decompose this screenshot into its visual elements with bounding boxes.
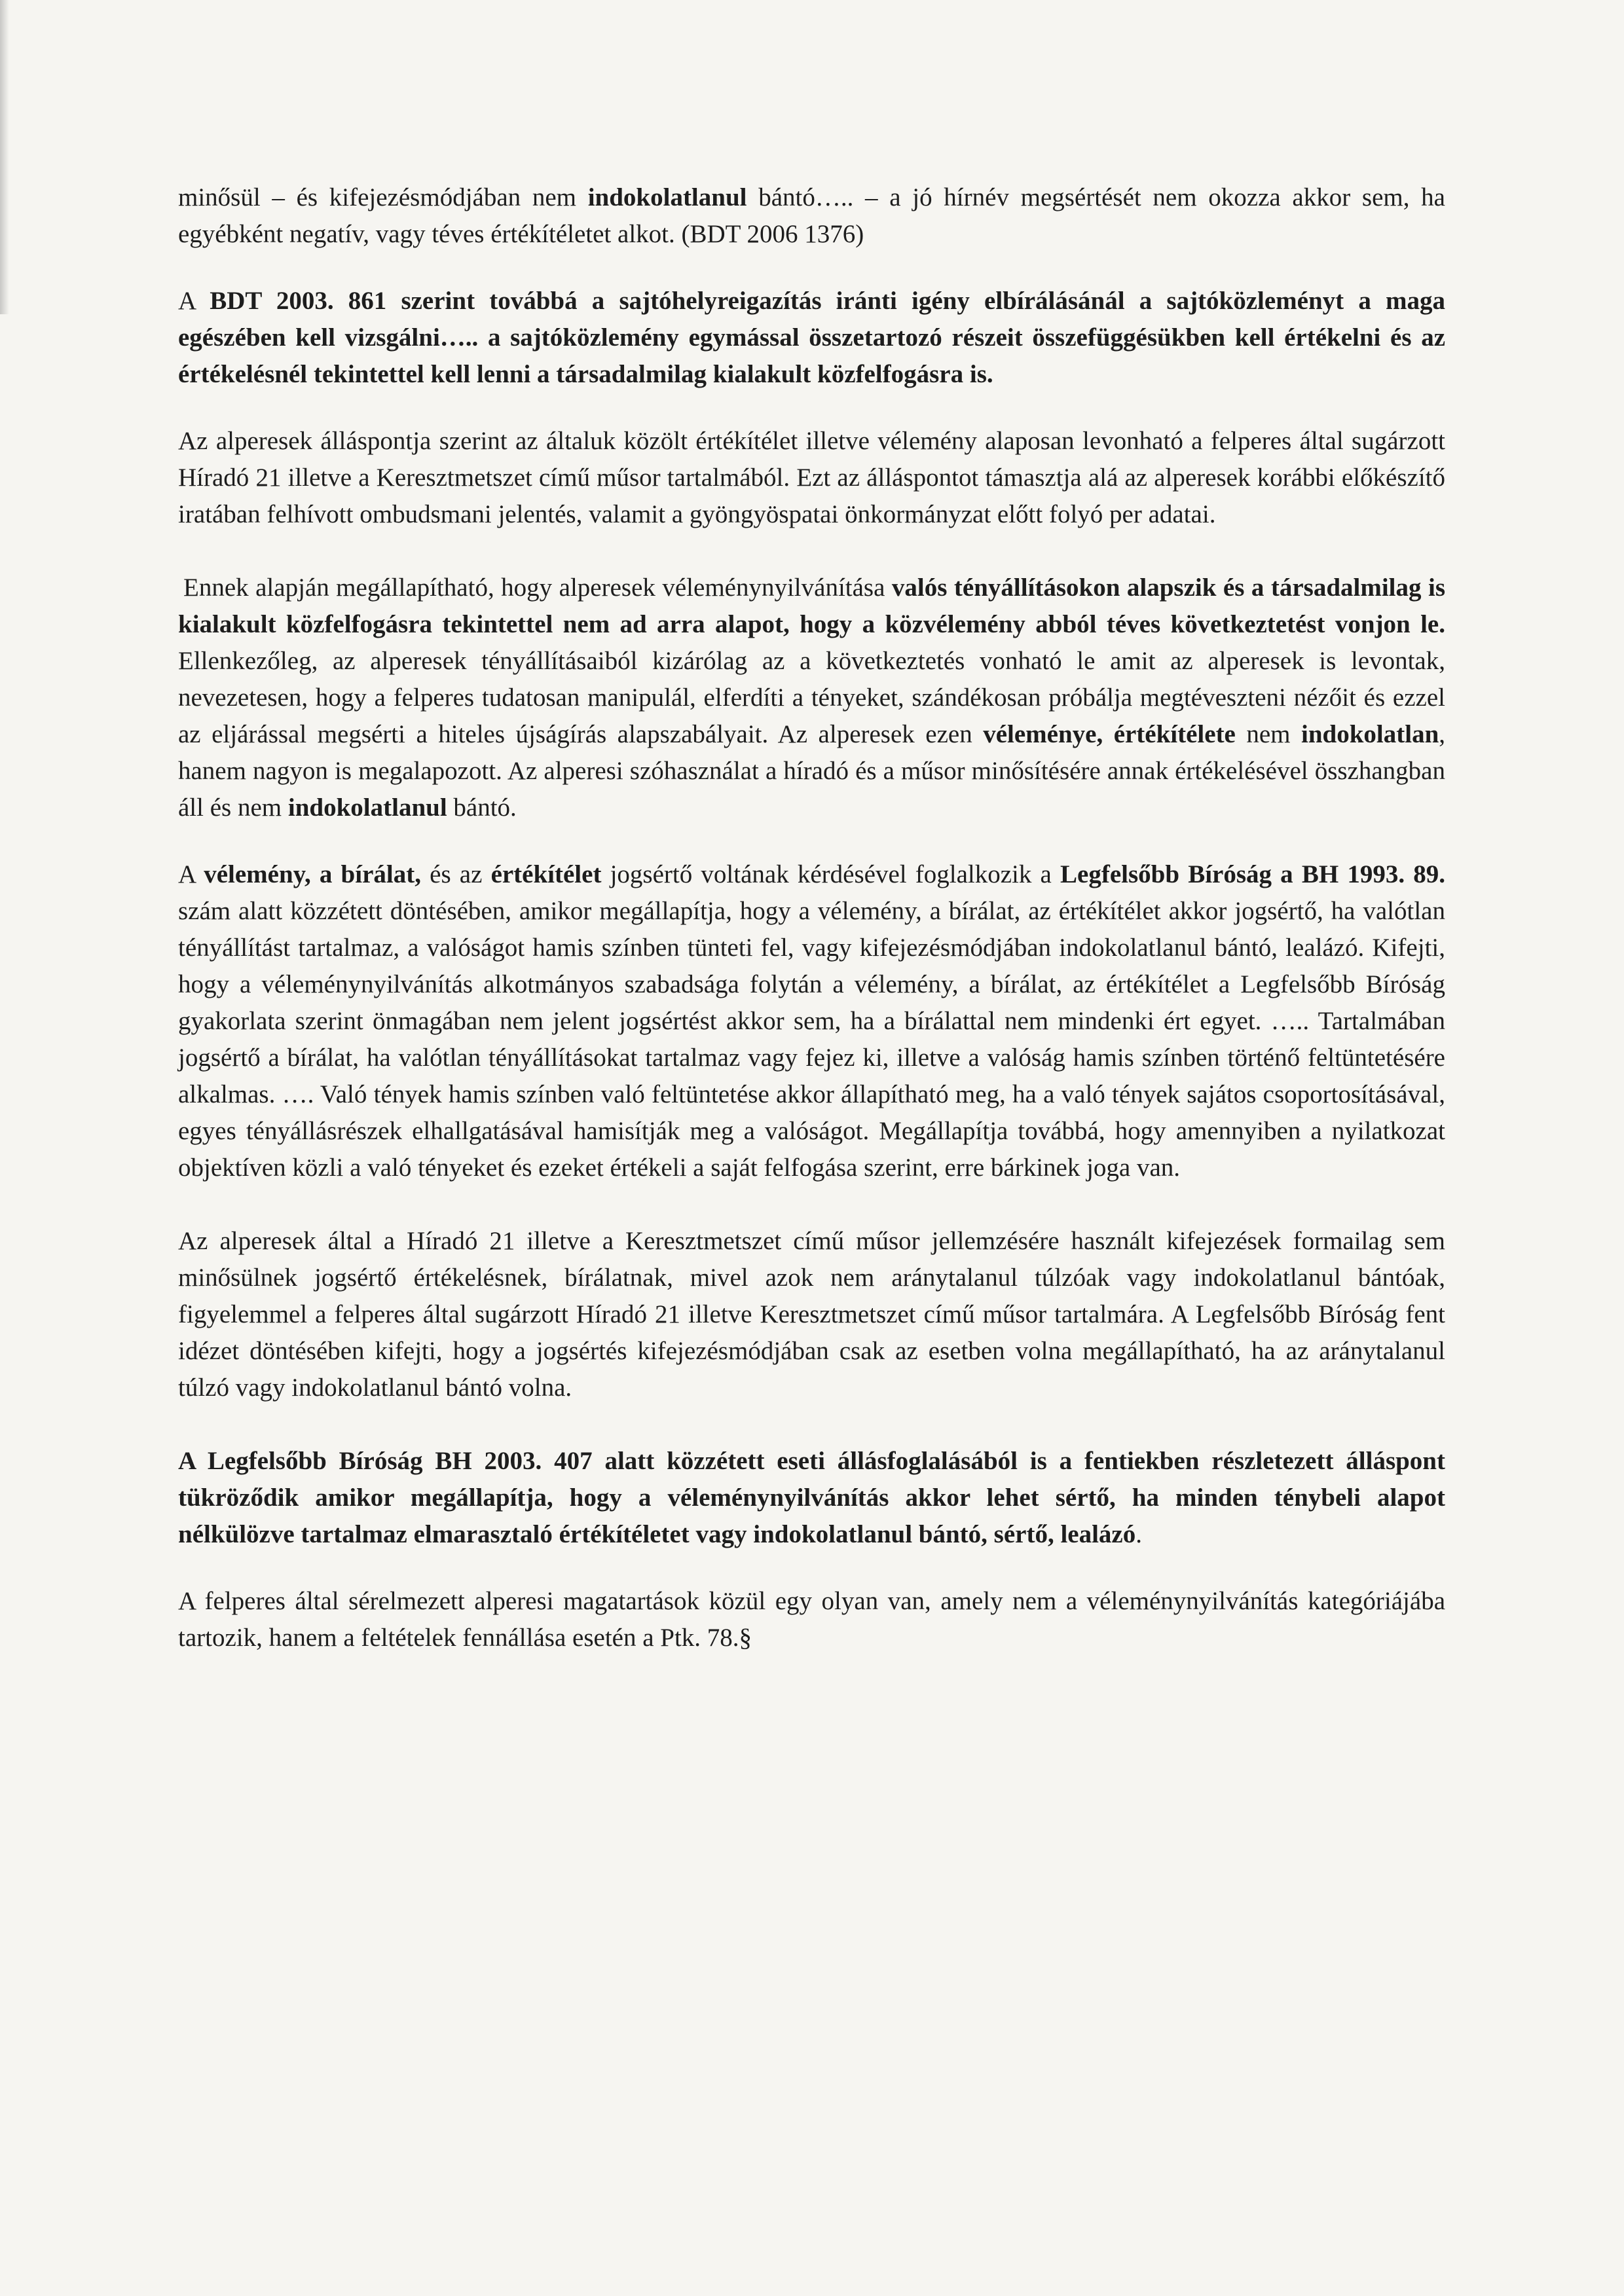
text-run: Ellenkezőleg, az alperesek tényállításaiból kizárólag az a következtetés vonható le amit az alperesek is levontak, nevezetesen, hogy a felperes tudatosan manipulál, elferdíti a tényeket, szándékosan próbálja megtéveszteni nézőit és ezzel az eljárással megsérti a hiteles újságírás alapszabályait. Az alperesek ezen <box>178 647 1445 748</box>
text-run: bántó….. – a jó hírnév megsértését nem okozza akkor sem, ha egyébként negatív, vagy téves értékítéletet alkot. (BDT 2006 1376) <box>178 183 1445 248</box>
paragraph-spacer <box>178 393 1445 423</box>
text-run: szám alatt közzétett döntésében, amikor megállapítja, hogy a vélemény, a bírálat, az értékítélet akkor jogsértő, ha valótlan tényállítást tartalmaz, a valóságot hamis színben tünteti fel, vagy kifejezésmódjában indokolatlanul bántó, lealázó. Kifejti, hogy a véleménynyilvánítás alkotmányos szabadsága folytán a vélemény, a bírálat, az értékítélet a Legfelsőbb Bíróság gyakorlata szerint önmagában nem jelent jogsértést akkor sem, ha a bírálattal nem mindenki ért egyet. ….. Tartalmában jogsértő a bírálat, ha valótlan tényállításokat tartalmaz vagy fejez ki, illetve a valóság hamis színben történő feltüntetésére alkalmas. …. Való tények hamis színben való feltüntetése akkor állapítható meg, ha a való tények sajátos csoportosításával, egyes tényállásrészek elhallgatásával hamisítják meg a valóságot. Megállapítja továbbá, hogy amennyiben a nyilatkozat objektíven közli a való tényeket és ezeket értékeli a saját felfogása szerint, erre bárkinek joga van. <box>178 897 1445 1182</box>
text-run: A <box>178 287 210 315</box>
bold-text-run: BDT 2003. 861 szerint továbbá a sajtóhelyreigazítás iránti igény elbírálásánál a sajtóközleményt a maga egészében kell vizsgálni….. a sajtóközlemény egymással összetartozó részeit összefüggésükben kell értékelni és az értékelésnél tekintettel kell lenni a társadalmilag kialakult közfelfogásra is. <box>178 287 1445 388</box>
paragraph-spacer <box>178 826 1445 856</box>
text-run: bántó. <box>447 793 517 822</box>
text-run: Ennek alapján megállapítható, hogy alperesek véleménynyilvánítása <box>183 574 892 602</box>
paragraph-5 <box>178 856 1445 1186</box>
paragraph-spacer <box>178 1186 1445 1223</box>
text-run: Az alperesek által a Híradó 21 illetve a Keresztmetszet című műsor jellemzésére használt kifejezések formailag sem minősülnek jogsértő értékelésnek, bírálatnak, mivel azok nem aránytalanul túlzóak vagy indokolatlanul bántóak, figyelemmel a felperes által sugárzott Híradó 21 illetve Keresztmetszet című műsor tartalmára. A Legfelsőbb Bíróság fent idézet döntésében kifejti, hogy a jogsértés kifejezésmódjában csak az esetben volna megállapítható, ha az aránytalanul túlzó vagy indokolatlanul bántó volna. <box>178 1227 1445 1402</box>
paragraph-spacer <box>178 1553 1445 1583</box>
paragraph-spacer <box>178 253 1445 283</box>
bold-text-run: véleménye, értékítélete <box>983 720 1236 748</box>
document-body <box>178 179 1445 1656</box>
text-run: jogsértő voltának kérdésével foglalkozik a <box>601 860 1061 888</box>
paragraph-spacer <box>178 533 1445 570</box>
scan-shadow-edge <box>0 0 9 314</box>
bold-text-run: értékítélet <box>490 860 602 888</box>
bold-text-run: indokolatlanul <box>587 183 747 211</box>
paragraph-1 <box>178 179 1445 253</box>
text-run: A <box>178 860 204 888</box>
bold-text-run: valós tényállításokon alapszik és a társadalmilag is kialakult közfelfogásra tekintettel nem ad arra alapot, hogy a közvélemény abból téves következtetést vonjon le. <box>178 574 1445 638</box>
text-run: . <box>1135 1520 1142 1548</box>
text-run: minősül – és kifejezésmódjában nem <box>178 183 588 211</box>
paragraph-spacer <box>178 1406 1445 1443</box>
bold-text-run: indokolatlan <box>1301 720 1439 748</box>
bold-text-run: indokolatlanul <box>287 793 447 822</box>
bold-text-run: A Legfelsőbb Bíróság BH 2003. 407 alatt közzétett eseti állásfoglalásából is a fentiekben részletezett álláspont tükröződik amikor megállapítja, hogy a véleménynyilvánítás akkor lehet sértő, ha minden ténybeli alapot nélkülözve tartalmaz elmarasztaló értékítéletet vagy indokolatlanul bántó, sértő, lealázó <box>178 1447 1445 1548</box>
text-run: Az alperesek álláspontja szerint az általuk közölt értékítélet illetve vélemény alaposan levonható a felperes által sugárzott Híradó 21 illetve a Keresztmetszet című műsor tartalmából. Ezt az álláspontot támasztja alá az alperesek korábbi előkészítő iratában felhívott ombudsmani jelentés, valamit a gyöngyöspatai önkormányzat előtt folyó per adatai. <box>178 427 1445 528</box>
paragraph-6 <box>178 1223 1445 1406</box>
paragraph-7 <box>178 1443 1445 1553</box>
paragraph-3 <box>178 423 1445 533</box>
text-run: A felperes által sérelmezett alperesi magatartások közül egy olyan van, amely nem a véleménynyilvánítás kategóriájába tartozik, hanem a feltételek fennállása esetén a Ptk. 78.§ <box>178 1587 1445 1652</box>
text-run: , hanem nagyon is megalapozott. Az alperesi szóhasználat a híradó és a műsor minősítésére annak értékelésével összhangban áll és nem <box>178 720 1446 822</box>
bold-text-run: Legfelsőbb Bíróság a BH 1993. 89. <box>1060 860 1446 888</box>
bold-text-run: vélemény, a bírálat, <box>204 860 421 888</box>
paragraph-8 <box>178 1583 1445 1656</box>
text-run: nem <box>1235 720 1301 748</box>
paragraph-4 <box>178 570 1445 826</box>
paragraph-2 <box>178 283 1445 393</box>
text-run: és az <box>420 860 491 888</box>
